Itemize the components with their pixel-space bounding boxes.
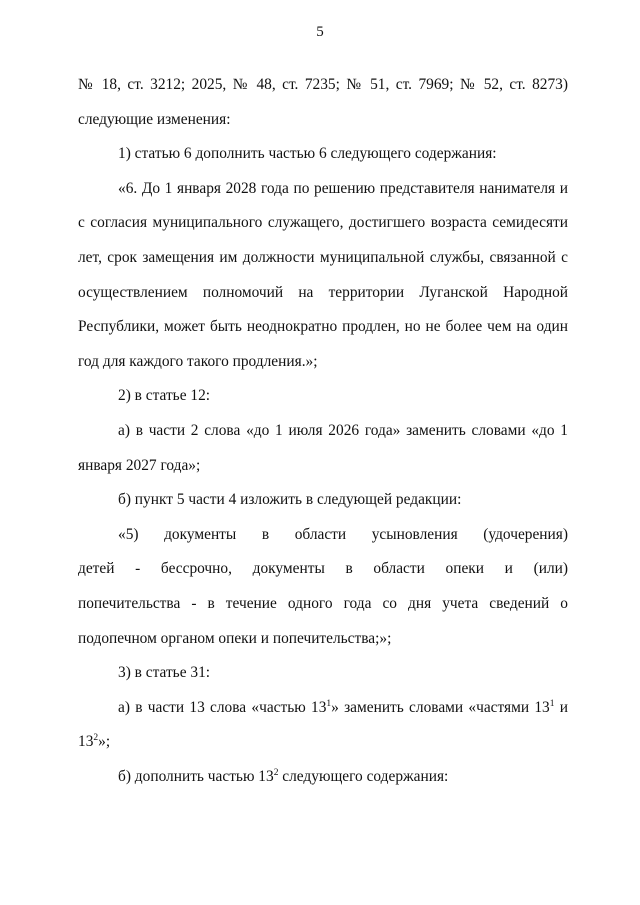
text-segment: »; xyxy=(98,733,111,751)
paragraph-item-2a: а) в части 2 слова «до 1 июля 2026 года» заменить словами «до 1 января 2027 года»; xyxy=(78,421,568,474)
document-body xyxy=(78,68,568,794)
paragraph-quoted-part-6: «6. До 1 января 2028 года по решению представителя нанимателя и с согласия муниципального служащего, достигшего возраста семидесяти лет, срок замещения им должности муниципальной службы, связанной с осуществлением полномочий на территории Луганской Народной Республики, может быть неоднократно продлен, но не более чем на один год для каждого такого продления.»; xyxy=(78,179,568,370)
superscript: 2 xyxy=(93,733,99,744)
superscript: 1 xyxy=(326,698,332,709)
paragraph-point-5-rest: попечительства - в течение одного года со дня учета сведений о подопечном органом опеки и попечительства;»; xyxy=(78,594,568,647)
paragraph-item-3a xyxy=(78,691,568,760)
paragraph-item-2b: б) пункт 5 части 4 изложить в следующей редакции: xyxy=(118,491,462,509)
text-segment: и 13 xyxy=(78,698,568,751)
paragraph-point-5-line-2: детей - бессрочно, документы в области опеки и (или) xyxy=(78,560,568,578)
text-segment: » заменить словами «частями 13 xyxy=(331,698,550,716)
text-segment: б) дополнить частью 13 xyxy=(118,767,274,785)
text-segment: следующего содержания: xyxy=(278,767,449,785)
superscript: 2 xyxy=(273,767,279,778)
superscript: 1 xyxy=(549,698,555,709)
paragraph-citation-line-1: № 18, ст. 3212; 2025, № 48, ст. 7235; № 51, ст. 7969; № 52, ст. 8273) xyxy=(78,76,568,93)
paragraph-item-1: 1) статью 6 дополнить частью 6 следующего содержания: xyxy=(118,145,497,163)
paragraph-point-5-line-1: «5) документы в области усыновления (удочерения) xyxy=(118,525,568,543)
paragraph-item-3b xyxy=(78,760,568,795)
paragraph-citation-line-2: следующие изменения: xyxy=(78,110,231,128)
paragraph-item-2: 2) в статье 12: xyxy=(118,387,211,405)
text-segment: а) в части 13 слова «частью 13 xyxy=(118,698,327,716)
page-number: 5 xyxy=(316,24,324,40)
paragraph-item-3: 3) в статье 31: xyxy=(118,664,211,682)
